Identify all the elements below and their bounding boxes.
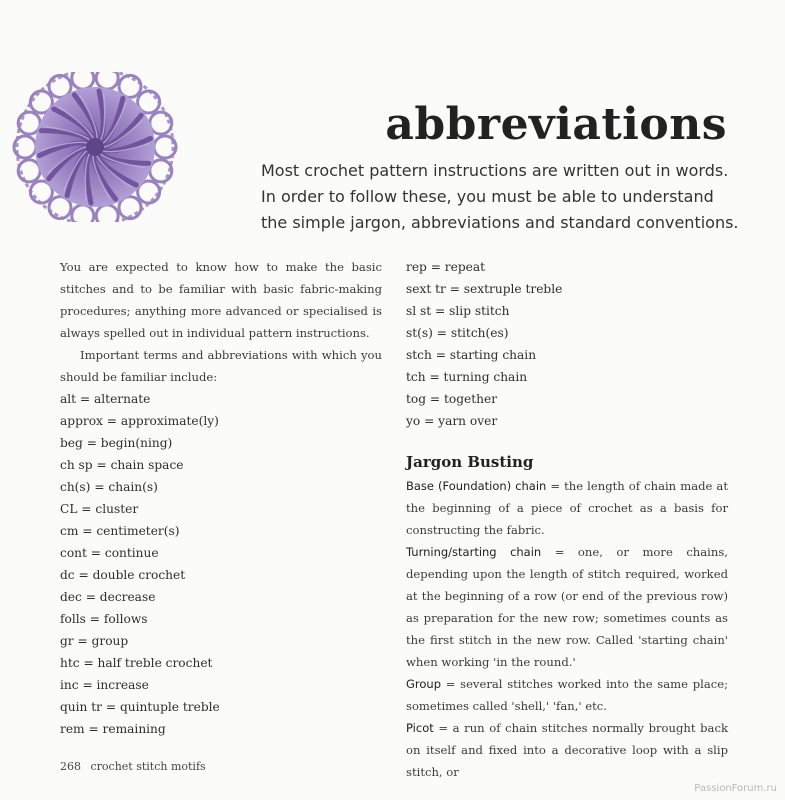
abbreviation-item: dc = double crochet — [60, 568, 186, 582]
abbreviation-item: gr = group — [60, 634, 129, 648]
abbreviation-item: quin tr = quintuple treble — [60, 700, 220, 714]
abbreviation-item: cm = centimeter(s) — [60, 524, 180, 538]
abbreviation-item: rep = repeat — [406, 260, 486, 274]
section-name: crochet stitch motifs — [90, 760, 206, 773]
abbreviation-item: dec = decrease — [60, 590, 156, 604]
page-footer — [60, 760, 206, 773]
jargon-heading: Jargon Busting — [406, 453, 534, 471]
crochet-motif-image — [0, 72, 186, 222]
jargon-term: Turning/starting chain — [406, 545, 542, 559]
abbreviation-item: tch = turning chain — [406, 370, 528, 384]
abbreviation-list-left — [60, 388, 382, 740]
abbreviation-item: st(s) = stitch(es) — [406, 326, 509, 340]
abbreviation-item: yo = yarn over — [406, 414, 498, 428]
abbreviation-item: stch = starting chain — [406, 348, 537, 362]
watermark: PassionForum.ru — [694, 783, 777, 794]
page-title: abbreviations — [385, 99, 727, 151]
page-number: 268 — [60, 760, 81, 773]
abbreviation-item: sext tr = sextruple treble — [406, 282, 563, 296]
abbreviation-item: sl st = slip stitch — [406, 304, 510, 318]
abbreviation-item: alt = alternate — [60, 392, 151, 406]
jargon-definition: = a run of chain stitches normally brought back on itself and fixed into a decorative loop with a slip stitch, or — [406, 721, 728, 779]
intro-text: Most crochet pattern instructions are written out in words. In order to follow these, you must be able to understand the simple jargon, abbreviations and standard conventions. — [261, 161, 739, 232]
abbreviation-item: htc = half treble crochet — [60, 656, 213, 670]
abbreviation-item: folls = follows — [60, 612, 148, 626]
jargon-entry — [406, 673, 728, 717]
abbreviation-list-right — [406, 256, 728, 432]
jargon-list — [406, 475, 728, 783]
jargon-definition: = the length of chain made at the beginning of a piece of crochet as a basis for constructing the fabric. — [406, 479, 728, 537]
abbreviation-item: rem = remaining — [60, 722, 166, 736]
jargon-term: Picot — [406, 721, 434, 735]
jargon-entry — [406, 717, 728, 783]
left-column — [60, 256, 382, 740]
jargon-definition: = several stitches worked into the same place; sometimes called 'shell,' 'fan,' etc. — [406, 677, 728, 713]
intro-paragraph: You are expected to know how to make the basic stitches and to be familiar with basic fabric-making procedures; anything more advanced or specialised is always spelled out in individual pattern instructions. — [60, 260, 382, 340]
right-column — [406, 256, 728, 783]
jargon-entry — [406, 475, 728, 541]
jargon-term: Base (Foundation) chain — [406, 479, 547, 493]
abbreviation-item: cont = continue — [60, 546, 159, 560]
jargon-definition: = one, or more chains, depending upon the length of stitch required, worked at the beginning of a row (or end of the previous row) as preparation for the new row; sometimes counts as the first stitch in the new row. Called 'starting chain' when working 'in the round.' — [406, 545, 728, 669]
jargon-term: Group — [406, 677, 442, 691]
abbreviation-item: beg = begin(ning) — [60, 436, 173, 450]
abbreviation-item: ch(s) = chain(s) — [60, 480, 158, 494]
abbreviation-item: approx = approximate(ly) — [60, 414, 219, 428]
abbreviation-item: inc = increase — [60, 678, 149, 692]
abbreviation-item: tog = together — [406, 392, 498, 406]
terms-paragraph: Important terms and abbreviations with which you should be familiar include: — [60, 348, 382, 384]
jargon-entry — [406, 541, 728, 673]
abbreviation-item: ch sp = chain space — [60, 458, 184, 472]
abbreviation-item: CL = cluster — [60, 502, 139, 516]
